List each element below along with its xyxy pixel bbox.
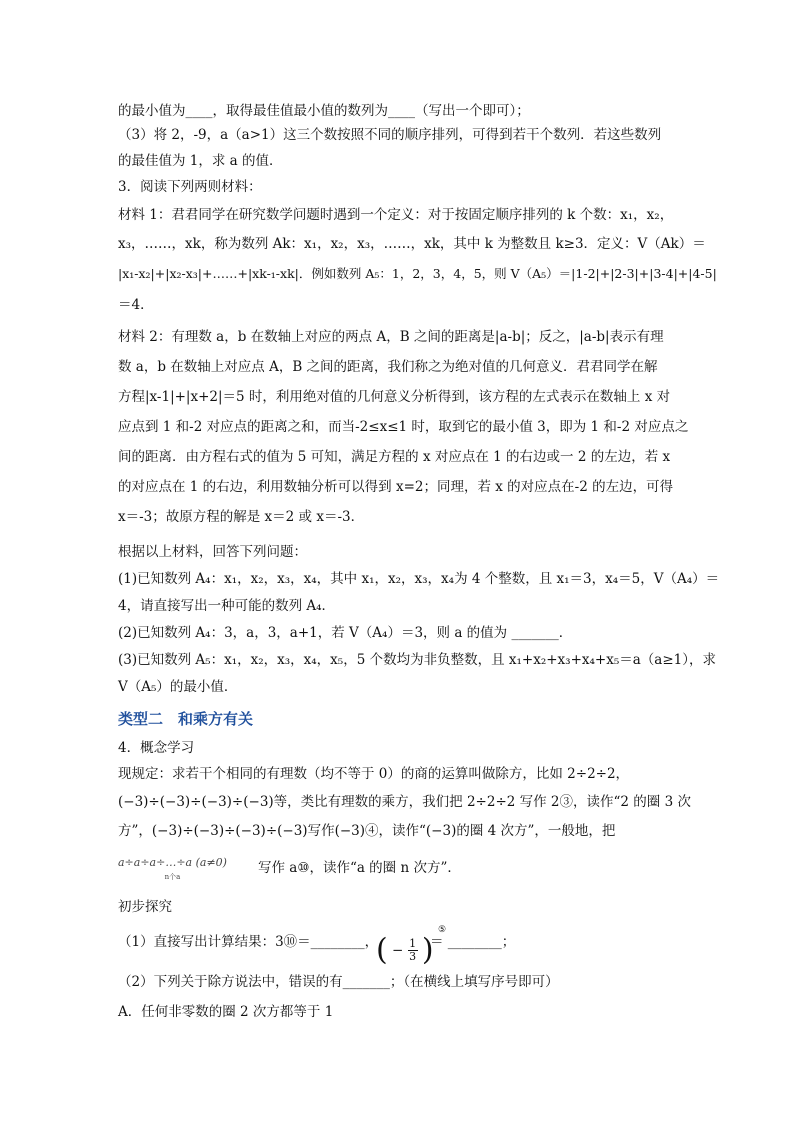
text-line: 的对应点在 1 的右边，利用数轴分析可以得到 x=2；同理，若 x 的对应点在-2 的左边，可得 xyxy=(118,479,674,495)
text-line: 现规定：求若干个相同的有理数（均不等于 0）的商的运算叫做除方，比如 2÷2÷2， xyxy=(118,766,630,782)
frac-power: ⑤ xyxy=(437,925,447,935)
text-line: V（A₅）的最小值． xyxy=(118,679,238,695)
text-line: (2)已知数列 A₄：3，a，3，a+1，若 V（A₄）＝3，则 a 的值为 _______． xyxy=(118,625,573,641)
text-line: 应点到 1 和-2 对应点的距离之和，而当-2≤x≤1 时，取到它的最小值 3，即为 1 和-2 对应点之 xyxy=(118,419,689,435)
text-line: （1）直接写出计算结果：3⑩＝________， xyxy=(118,934,379,950)
text-line: 根据以上材料，回答下列问题： xyxy=(118,544,307,560)
text-line: （3）将 2，-9，a（a>1）这三个数按照不同的顺序排列，可得到若干个数列．若这些数列 xyxy=(118,127,662,143)
text-line: x₃，……，xk，称为数列 Ak：x₁，x₂，x₃，……，xk，其中 k 为整数且 k≥3．定义：V（Ak）＝ xyxy=(118,236,706,252)
right-paren: ) xyxy=(421,932,434,968)
text-line: 的最小值为____，取得最佳值最小值的数列为____（写出一个即可）； xyxy=(118,103,530,119)
fraction xyxy=(408,938,418,963)
text-line: 方”，(−3)÷(−3)÷(−3)÷(−3)写作(−3)④，读作“(−3)的圈 4 次方”，一般地，把 xyxy=(118,823,616,839)
frac-numerator: 1 xyxy=(409,937,417,950)
text-line: |x₁-x₂|+|x₂-x₃|+……+|xk-₁-xk|．例如数列 A₅：1，2，3，4，5，则 V（A₅）＝|1-2|+|2-3|+|3-4|+|4-5| xyxy=(118,266,717,281)
text-line: A．任何非零数的圈 2 次方都等于 1 xyxy=(118,1004,334,1020)
text-line: (−3)÷(−3)÷(−3)÷(−3)等，类比有理数的乘方，我们把 2÷2÷2 写作 2③，读作“2 的圈 3 次 xyxy=(118,794,691,810)
text-line: 的最佳值为 1，求 a 的值． xyxy=(118,153,283,169)
frac-sign: − xyxy=(392,942,404,959)
text-line: 写作 a⑩，读作“a 的圈 n 次方”． xyxy=(258,860,461,876)
division-formula xyxy=(118,852,227,881)
text-line: 4．概念学习 xyxy=(118,740,195,756)
text-line: （2）下列关于除方说法中，错误的有_______；（在横线上填写序号即可） xyxy=(118,974,559,990)
text-line: 方程|x-1|+|x+2|＝5 时，利用绝对值的几何意义分析得到，该方程的左式表示在数轴上 x 对 xyxy=(118,389,671,405)
text-line: ＝4． xyxy=(118,297,154,313)
left-paren: ( xyxy=(376,932,388,968)
text-line: 4，请直接写出一种可能的数列 A₄． xyxy=(118,598,336,614)
formula-line xyxy=(118,852,227,881)
text-line: 数 a，b 在数轴上对应点 A，B 之间的距离，我们称之为绝对值的几何意义．君君同学在解 xyxy=(118,359,658,375)
text-line: x＝-3；故原方程的解是 x＝2 或 x＝-3． xyxy=(118,509,365,525)
formula-text: a÷a÷a÷…÷a (a≠0) xyxy=(118,856,227,869)
text-line: 间的距离．由方程右式的值为 5 可知，满足方程的 x 对应点在 1 的右边或一 2 的左边，若 x xyxy=(118,449,671,465)
section-heading: 类型二 和乘方有关 xyxy=(118,710,254,728)
text-line: (1)已知数列 A₄：x₁，x₂，x₃，x₄，其中 x₁，x₂，x₃，x₄为 4 个整数，且 x₁＝3，x₄＝5，V（A₄）＝ xyxy=(118,571,720,587)
frac-denominator: 3 xyxy=(409,950,417,963)
text-line: (3)已知数列 A₅：x₁，x₂，x₃，x₄，x₅，5 个数均为非负整数，且 x₁+x₂+x₃+x₄+x₅＝a（a≥1），求 xyxy=(118,652,716,668)
text-line: 初步探究 xyxy=(118,899,172,915)
formula-subscript: n个a xyxy=(164,873,181,881)
text-line: 材料 1：君君同学在研究数学问题时遇到一个定义：对于按固定顺序排列的 k 个数：x₁，x₂， xyxy=(118,207,674,223)
text-line: ＝ ________； xyxy=(430,934,516,950)
text-line: 3．阅读下列两则材料： xyxy=(118,179,262,195)
text-line: 材料 2：有理数 a，b 在数轴上对应的两点 A，B 之间的距离是|a-b|；反之，|a-b|表示有理 xyxy=(118,329,664,345)
